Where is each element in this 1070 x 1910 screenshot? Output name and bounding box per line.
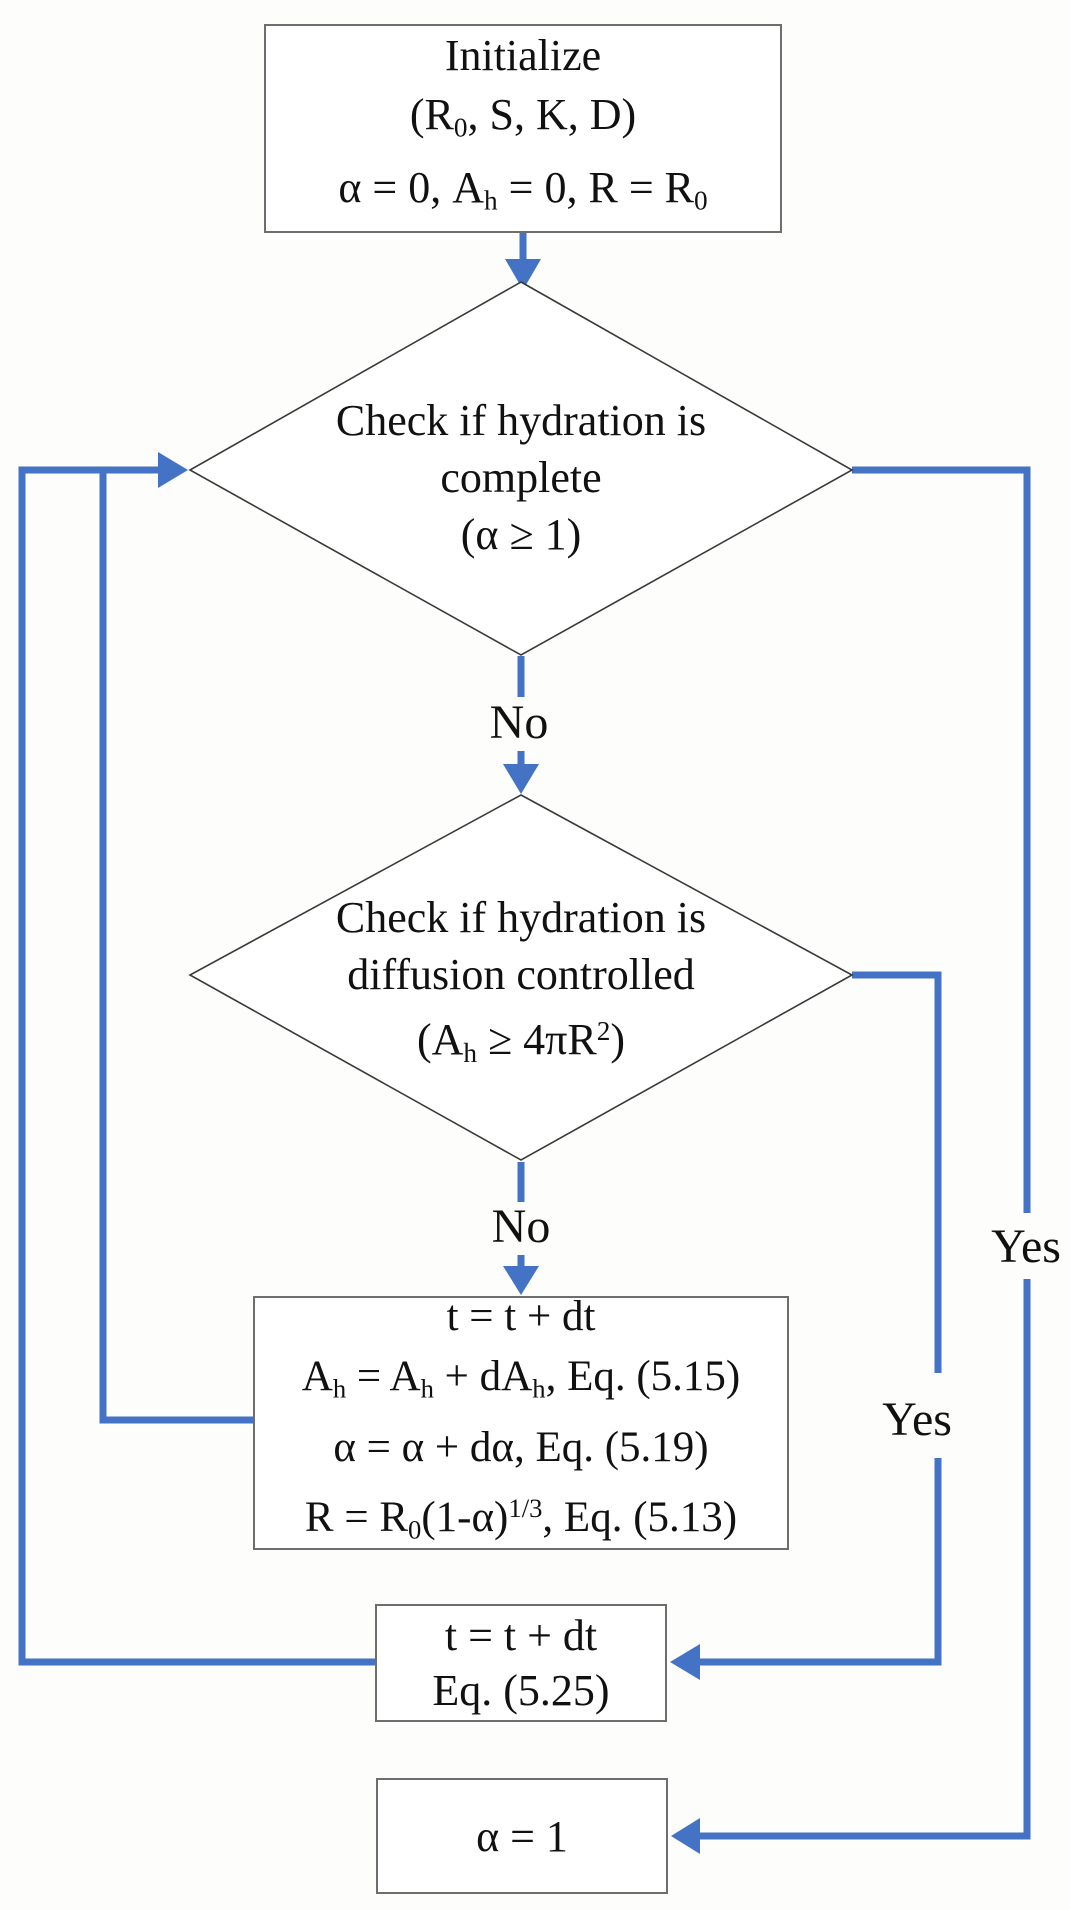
decision-diffusion-controlled-text: Check if hydration is diffusion controlled $(A_h \ge 4\pi R^2)$: [335, 892, 707, 1068]
arrowhead-into-time-step: [670, 1644, 700, 1680]
arrowhead-into-check-diffusion-top: [503, 764, 539, 794]
connector-check-diffusion-yes-upper: [852, 975, 938, 1373]
node-alpha-one: α = 1: [376, 1778, 668, 1894]
node-initialize: Initialize ($R_0$, S, K, D) α = 0, $A_h = 0$, $R = R_0$: [264, 24, 782, 233]
decision-diffusion-controlled-shape: [190, 795, 852, 1160]
arrowhead-into-alpha-one: [671, 1818, 700, 1854]
label-no-check-complete: No: [489, 696, 549, 749]
arrowhead-into-check-complete-left: [158, 452, 188, 488]
label-yes-check-diffusion: Yes: [882, 1393, 952, 1446]
node-update-step: t = t + dt $A_h = A_h + dA_h$, Eq. (5.15) α = α + dα, Eq. (5.19) $R = R_0(1-\alpha)^{1/3}$, Eq. (5.13): [253, 1296, 789, 1550]
label-yes-check-complete: Yes: [991, 1220, 1061, 1273]
node-time-step: t = t + dt Eq. (5.25): [375, 1604, 667, 1722]
connector-update-step-feedback: [103, 467, 253, 1420]
decision-hydration-complete-text: Check if hydration is complete (α ≥ 1): [335, 395, 707, 559]
label-no-check-diffusion: No: [491, 1200, 551, 1253]
decision-hydration-complete-shape: [190, 282, 852, 655]
